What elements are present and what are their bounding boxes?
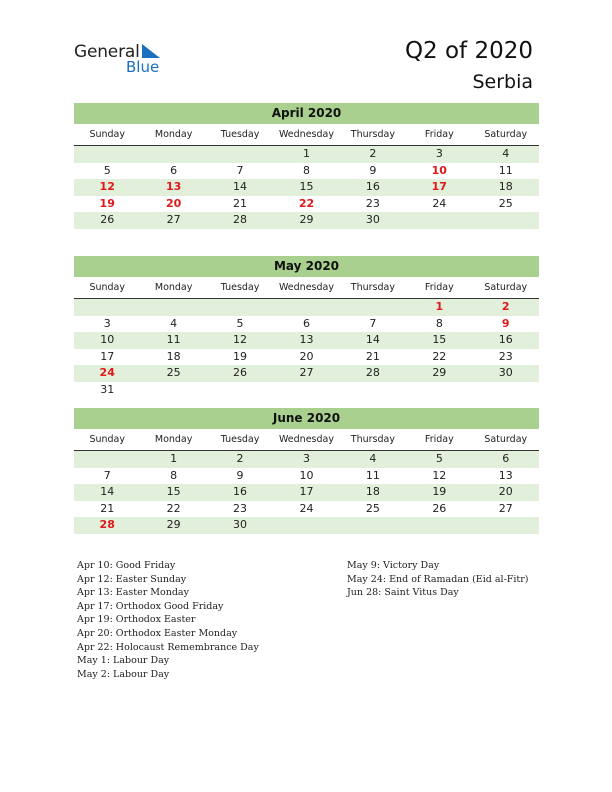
holiday-day-cell: 9 bbox=[501, 316, 510, 330]
day-cell: 15 bbox=[166, 485, 181, 498]
day-cell: 16 bbox=[365, 180, 380, 193]
day-cell bbox=[273, 299, 339, 316]
day-cell: 1 bbox=[170, 452, 178, 465]
weekday-label: Tuesday bbox=[220, 434, 260, 445]
day-cell: 28 bbox=[233, 213, 248, 226]
holiday-day-cell: 13 bbox=[165, 180, 182, 193]
day-cell: 6 bbox=[170, 163, 178, 177]
day-cell: 30 bbox=[233, 518, 248, 531]
day-cell: 13 bbox=[498, 468, 513, 482]
week-row bbox=[74, 179, 539, 196]
week-row bbox=[74, 299, 539, 316]
week-row bbox=[74, 163, 539, 180]
page-title: Q2 of 2020 bbox=[404, 38, 533, 64]
day-cell: 14 bbox=[233, 180, 248, 193]
day-cell: 22 bbox=[432, 349, 447, 363]
day-cell: 24 bbox=[432, 196, 447, 210]
day-cell bbox=[74, 451, 140, 468]
holiday-entry: May 24: End of Ramadan (Eid al-Fitr) bbox=[347, 573, 529, 585]
weekday-label: Wednesday bbox=[278, 434, 334, 445]
holiday-day-cell: 28 bbox=[99, 518, 115, 531]
day-cell: 8 bbox=[302, 163, 310, 177]
holiday-entry: May 9: Victory Day bbox=[347, 560, 440, 571]
holiday-day-cell: 1 bbox=[435, 300, 444, 313]
day-cell bbox=[340, 299, 406, 316]
month-title: May 2020 bbox=[74, 256, 539, 277]
day-cell bbox=[74, 146, 140, 163]
holiday-day-cell: 24 bbox=[99, 366, 115, 379]
day-cell: 6 bbox=[302, 316, 310, 330]
holiday-entry: Apr 10: Good Friday bbox=[77, 560, 176, 571]
day-cell: 3 bbox=[302, 452, 310, 465]
weekday-label: Saturday bbox=[484, 434, 528, 445]
week-row bbox=[74, 332, 539, 349]
weekday-label: Friday bbox=[424, 129, 454, 140]
weekday-label: Wednesday bbox=[278, 129, 334, 140]
day-cell: 17 bbox=[100, 349, 115, 363]
month-title: April 2020 bbox=[74, 103, 539, 124]
day-cell bbox=[207, 382, 273, 399]
week-row bbox=[74, 316, 539, 333]
day-cell: 3 bbox=[435, 147, 443, 160]
weekday-label: Monday bbox=[154, 434, 193, 445]
weekday-label: Sunday bbox=[89, 434, 125, 445]
day-cell: 4 bbox=[369, 452, 377, 465]
day-cell bbox=[340, 382, 406, 399]
week-row bbox=[74, 196, 539, 213]
month-calendar bbox=[74, 103, 539, 229]
day-cell bbox=[74, 299, 140, 316]
day-cell: 29 bbox=[432, 366, 447, 379]
weekday-label: Wednesday bbox=[278, 282, 334, 293]
day-cell: 7 bbox=[236, 163, 244, 177]
holiday-entry: Apr 12: Easter Sunday bbox=[77, 573, 187, 585]
logo-text-general: General bbox=[74, 42, 140, 62]
day-cell: 23 bbox=[233, 501, 248, 515]
day-cell: 3 bbox=[103, 316, 111, 330]
month-calendar bbox=[74, 256, 539, 398]
week-row bbox=[74, 468, 539, 485]
week-row bbox=[74, 146, 539, 163]
weekday-label: Saturday bbox=[484, 282, 528, 293]
day-cell: 11 bbox=[166, 333, 181, 346]
holiday-entry: May 1: Labour Day bbox=[77, 655, 170, 667]
country-name: Serbia bbox=[472, 71, 533, 93]
day-cell: 31 bbox=[100, 382, 115, 396]
day-cell: 18 bbox=[498, 180, 513, 193]
day-cell: 12 bbox=[233, 333, 248, 346]
day-cell: 10 bbox=[299, 468, 314, 482]
holiday-entry: Jun 28: Saint Vitus Day bbox=[347, 587, 459, 599]
day-cell: 17 bbox=[299, 485, 314, 498]
week-row bbox=[74, 365, 539, 382]
day-cell: 25 bbox=[365, 501, 380, 515]
day-cell: 5 bbox=[103, 163, 111, 177]
day-cell: 12 bbox=[432, 468, 447, 482]
day-cell: 20 bbox=[498, 485, 513, 498]
day-cell bbox=[340, 517, 406, 534]
day-cell: 30 bbox=[365, 213, 380, 226]
day-cell: 23 bbox=[498, 349, 513, 363]
weekday-header-row bbox=[74, 432, 539, 451]
day-cell bbox=[140, 146, 206, 163]
day-cell: 8 bbox=[170, 468, 178, 482]
day-cell: 22 bbox=[166, 501, 181, 515]
day-cell: 29 bbox=[166, 518, 181, 531]
holiday-entry: Apr 13: Easter Monday bbox=[77, 587, 189, 599]
holiday-entry: Apr 19: Orthodox Easter bbox=[77, 614, 196, 626]
week-row bbox=[74, 212, 539, 229]
day-cell: 21 bbox=[365, 349, 380, 363]
day-cell: 14 bbox=[365, 333, 380, 346]
day-cell bbox=[273, 382, 339, 399]
day-cell: 1 bbox=[302, 147, 310, 160]
day-cell bbox=[207, 299, 273, 316]
day-cell: 24 bbox=[299, 501, 314, 515]
day-cell: 27 bbox=[166, 213, 181, 226]
holiday-entry: Apr 17: Orthodox Good Friday bbox=[77, 600, 224, 612]
weekday-label: Thursday bbox=[350, 434, 395, 445]
day-cell: 14 bbox=[100, 485, 115, 498]
weekday-label: Tuesday bbox=[220, 282, 260, 293]
day-cell: 7 bbox=[103, 468, 111, 482]
day-cell: 10 bbox=[100, 333, 115, 346]
day-cell: 21 bbox=[233, 196, 248, 210]
day-cell bbox=[406, 517, 472, 534]
day-cell: 13 bbox=[299, 333, 314, 346]
day-cell: 2 bbox=[236, 452, 244, 465]
weekday-label: Friday bbox=[424, 282, 454, 293]
day-cell bbox=[406, 212, 472, 229]
holiday-day-cell: 12 bbox=[99, 180, 115, 193]
day-cell: 11 bbox=[498, 163, 513, 177]
day-cell: 2 bbox=[369, 147, 377, 160]
weekday-label: Thursday bbox=[350, 282, 395, 293]
logo-text-blue: Blue bbox=[126, 58, 160, 76]
day-cell: 4 bbox=[170, 316, 178, 330]
day-cell: 15 bbox=[299, 180, 314, 193]
weekday-header-row bbox=[74, 127, 539, 146]
week-row bbox=[74, 501, 539, 518]
month-calendar bbox=[74, 408, 539, 534]
day-cell: 6 bbox=[502, 452, 510, 465]
day-cell: 25 bbox=[498, 196, 513, 210]
day-cell: 23 bbox=[365, 196, 380, 210]
day-cell: 27 bbox=[498, 501, 513, 515]
day-cell: 8 bbox=[435, 316, 443, 330]
day-cell: 26 bbox=[100, 213, 115, 226]
day-cell: 21 bbox=[100, 501, 115, 515]
day-cell: 5 bbox=[435, 452, 443, 465]
weekday-label: Tuesday bbox=[220, 129, 260, 140]
day-cell: 30 bbox=[498, 366, 513, 379]
week-row bbox=[74, 517, 539, 534]
day-cell: 18 bbox=[365, 485, 380, 498]
weekday-header-row bbox=[74, 280, 539, 299]
day-cell: 15 bbox=[432, 333, 447, 346]
day-cell: 16 bbox=[233, 485, 248, 498]
day-cell: 27 bbox=[299, 366, 314, 379]
day-cell bbox=[140, 382, 206, 399]
week-row bbox=[74, 382, 539, 399]
holiday-day-cell: 20 bbox=[165, 196, 182, 210]
day-cell: 26 bbox=[233, 366, 248, 379]
holiday-day-cell: 10 bbox=[431, 163, 447, 177]
day-cell: 9 bbox=[369, 163, 377, 177]
weekday-label: Saturday bbox=[484, 129, 528, 140]
day-cell: 25 bbox=[166, 366, 181, 379]
day-cell: 5 bbox=[236, 316, 244, 330]
day-cell bbox=[473, 382, 539, 399]
week-row bbox=[74, 349, 539, 366]
day-cell: 28 bbox=[365, 366, 380, 379]
day-cell: 4 bbox=[502, 147, 510, 160]
weekday-label: Sunday bbox=[89, 282, 125, 293]
weekday-label: Thursday bbox=[350, 129, 395, 140]
day-cell: 20 bbox=[299, 349, 314, 363]
day-cell: 19 bbox=[233, 349, 248, 363]
day-cell bbox=[273, 517, 339, 534]
month-title: June 2020 bbox=[74, 408, 539, 429]
day-cell: 9 bbox=[236, 468, 244, 482]
weekday-label: Monday bbox=[154, 282, 193, 293]
weekday-label: Sunday bbox=[89, 129, 125, 140]
day-cell: 18 bbox=[166, 349, 181, 363]
logo-triangle-icon bbox=[142, 44, 162, 60]
day-cell: 19 bbox=[432, 485, 447, 498]
week-row bbox=[74, 484, 539, 501]
holiday-list-left bbox=[77, 559, 259, 681]
day-cell bbox=[406, 382, 472, 399]
brand-logo bbox=[74, 42, 174, 78]
holiday-entry: May 2: Labour Day bbox=[77, 668, 170, 680]
day-cell: 11 bbox=[365, 468, 380, 482]
holiday-entry: Apr 22: Holocaust Remembrance Day bbox=[77, 641, 259, 653]
holiday-day-cell: 17 bbox=[431, 180, 447, 193]
holiday-day-cell: 2 bbox=[501, 300, 510, 313]
day-cell: 16 bbox=[498, 333, 513, 346]
holiday-entry: Apr 20: Orthodox Easter Monday bbox=[77, 627, 238, 639]
weekday-label: Friday bbox=[424, 434, 454, 445]
week-row bbox=[74, 451, 539, 468]
day-cell bbox=[473, 517, 539, 534]
holiday-day-cell: 19 bbox=[99, 196, 115, 210]
holiday-day-cell: 22 bbox=[298, 196, 315, 210]
holiday-list-right bbox=[347, 559, 528, 600]
day-cell bbox=[140, 299, 206, 316]
day-cell: 29 bbox=[299, 213, 314, 226]
weekday-label: Monday bbox=[154, 129, 193, 140]
day-cell: 7 bbox=[369, 316, 377, 330]
day-cell: 26 bbox=[432, 501, 447, 515]
day-cell bbox=[207, 146, 273, 163]
day-cell bbox=[473, 212, 539, 229]
